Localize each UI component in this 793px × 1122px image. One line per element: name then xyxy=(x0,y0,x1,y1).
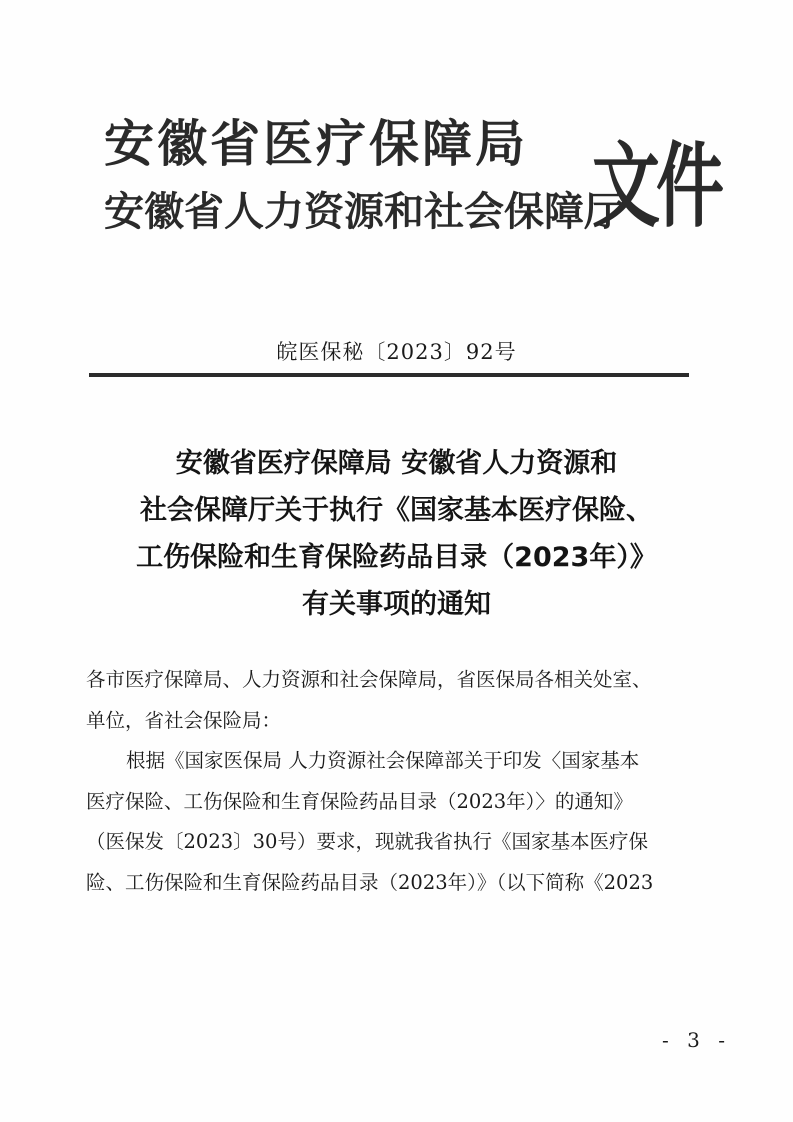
issuing-org-line-1: 安徽省医疗保障局 xyxy=(104,115,528,173)
title-line: 安徽省医疗保障局 安徽省人力资源和 xyxy=(175,448,618,479)
document-number: 皖医保秘〔2023〕92号 xyxy=(276,340,517,364)
issuing-org-line-2: 安徽省人力资源和社会保障厅 xyxy=(104,189,624,235)
title-line: 有关事项的通知 xyxy=(302,589,491,620)
body-line: 根据《国家医保局 人力资源社会保障部关于印发〈国家基本 xyxy=(126,749,640,772)
title-line: 工伤保险和生育保险药品目录（2023年）》 xyxy=(136,542,657,573)
header-divider xyxy=(89,373,689,377)
body-line: 医疗保险、工伤保险和生育保险药品目录（2023年）〉的通知》 xyxy=(86,789,633,813)
body-line: 险、工伤保险和生育保险药品目录（2023年）》（以下简称《2023 xyxy=(86,870,654,894)
body-line: （医保发〔2023〕30号）要求，现就我省执行《国家基本医疗保 xyxy=(86,830,648,853)
addressee-line: 各市医疗保障局、人力资源和社会保障局，省医保局各相关处室、 xyxy=(86,668,652,691)
addressee-line: 单位，省社会保险局： xyxy=(86,708,282,732)
document-body xyxy=(86,660,708,903)
title-line: 社会保障厅关于执行《国家基本医疗保险、 xyxy=(140,495,653,526)
document-title xyxy=(70,440,723,628)
document-type-label: 文件 xyxy=(592,134,721,241)
page-number: - 3 - xyxy=(662,1028,731,1052)
